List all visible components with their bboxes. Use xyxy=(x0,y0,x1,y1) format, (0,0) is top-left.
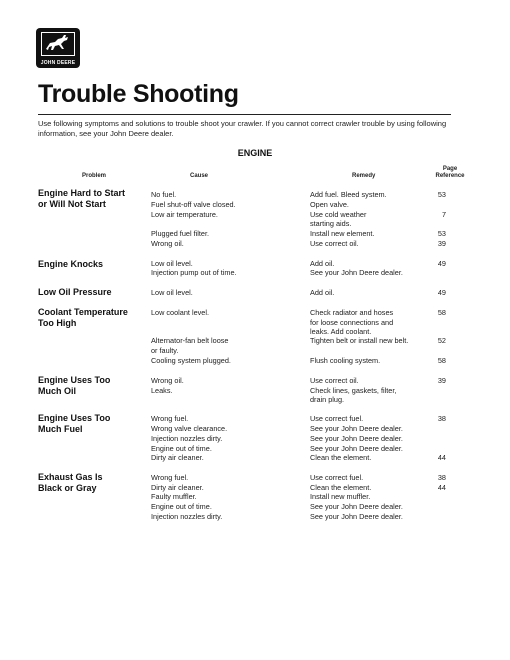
problem-engine-knocks xyxy=(38,259,148,270)
cause-text: Injection nozzles dirty. xyxy=(151,512,223,521)
problem-low-oil-pressure xyxy=(38,287,148,298)
page-reference: 49 xyxy=(437,259,446,268)
cause-text: Fuel shut-off valve closed. xyxy=(151,200,236,209)
remedy-text: Install new element. xyxy=(310,229,375,238)
problem-line: Exhaust Gas Is xyxy=(38,472,103,482)
page-reference: 58 xyxy=(437,356,446,365)
remedy-text: Use cold weather xyxy=(310,210,367,219)
cause-text: Wrong valve clearance. xyxy=(151,424,228,433)
cause-text: or faulty. xyxy=(151,346,179,355)
cause-text: Wrong fuel. xyxy=(151,473,189,482)
remedy-text: Install new muffler. xyxy=(310,492,371,501)
cause-text: Dirty air cleaner. xyxy=(151,453,204,462)
cause-text: Low oil level. xyxy=(151,259,193,268)
cause-text: Alternator-fan belt loose xyxy=(151,336,229,345)
remedy-text: Clean the element. xyxy=(310,453,372,462)
problem-line: Engine Knocks xyxy=(38,259,104,269)
remedy-text: See your John Deere dealer. xyxy=(310,434,403,443)
remedy-text: Tighten belt or install new belt. xyxy=(310,336,409,345)
cause-text: Plugged fuel filter. xyxy=(151,229,210,238)
page-reference: 53 xyxy=(437,229,446,238)
remedy-text: Add fuel. Bleed system. xyxy=(310,190,387,199)
remedy-text: Add oil. xyxy=(310,259,335,268)
section-title: ENGINE xyxy=(237,148,273,158)
page-reference: 52 xyxy=(437,336,446,345)
remedy-text: Flush cooling system. xyxy=(310,356,381,365)
page-reference: 39 xyxy=(437,239,446,248)
page-title: Trouble Shooting xyxy=(38,80,239,108)
logo-text: JOHN DEERE xyxy=(40,60,76,66)
page-reference: 53 xyxy=(437,190,446,199)
remedy-text: drain plug. xyxy=(310,395,345,404)
problem-coolant-temperature xyxy=(38,307,148,328)
problem-line: Much Oil xyxy=(38,385,76,396)
page-header-line1: Page xyxy=(442,166,458,172)
cause-text: Leaks. xyxy=(151,386,173,395)
remedy-text: See your John Deere dealer. xyxy=(310,268,403,277)
remedy-text: Check lines, gaskets, filter, xyxy=(310,386,397,395)
problem-line: Engine Uses Too xyxy=(38,413,111,423)
cause-text: Cooling system plugged. xyxy=(151,356,231,365)
problem-exhaust-gas xyxy=(38,472,148,493)
page-reference: 49 xyxy=(437,288,446,297)
page-reference: 38 xyxy=(437,473,446,482)
page-reference: 39 xyxy=(437,376,446,385)
cause-text: Wrong fuel. xyxy=(151,414,189,423)
remedy-text: Clean the element. xyxy=(310,483,372,492)
cause-text: Faulty muffler. xyxy=(151,492,197,501)
intro-text: Use following symptoms and solutions to trouble shoot your crawler. If you cannot correct crawler trouble by using following information, see your John Deere dealer. xyxy=(38,119,447,138)
problem-line: Coolant Temperature xyxy=(38,307,128,317)
title-divider xyxy=(38,114,451,115)
cause-text: Engine out of time. xyxy=(151,444,212,453)
cause-text: Engine out of time. xyxy=(151,502,212,511)
remedy-text: Use correct fuel. xyxy=(310,473,364,482)
page-reference: 38 xyxy=(437,414,446,423)
remedy-text: Check radiator and hoses xyxy=(310,308,394,317)
problem-line: Black or Gray xyxy=(38,482,97,493)
remedy-text: Use correct oil. xyxy=(310,239,359,248)
remedy-text: starting aids. xyxy=(310,219,352,228)
john-deere-logo xyxy=(36,28,80,68)
cause-text: No fuel. xyxy=(151,190,177,199)
deer-icon xyxy=(41,32,75,56)
problem-line: Engine Uses Too xyxy=(38,375,111,385)
cause-text: Low coolant level. xyxy=(151,308,210,317)
remedy-text: Add oil. xyxy=(310,288,335,297)
problem-line: Low Oil Pressure xyxy=(38,287,112,297)
remedy-text: Open valve. xyxy=(310,200,349,209)
column-header-remedy: Remedy xyxy=(352,173,376,179)
cause-text: Dirty air cleaner. xyxy=(151,483,204,492)
cause-text: Injection nozzles dirty. xyxy=(151,434,223,443)
cause-text: Wrong oil. xyxy=(151,239,184,248)
problem-line: or Will Not Start xyxy=(38,198,106,209)
page-reference: 7 xyxy=(441,210,446,219)
page-header-line2: Reference xyxy=(435,173,465,179)
problem-uses-much-oil xyxy=(38,375,148,396)
remedy-text: See your John Deere dealer. xyxy=(310,424,403,433)
problem-uses-much-fuel xyxy=(38,413,148,434)
cause-text: Low air temperature. xyxy=(151,210,218,219)
cause-text: Wrong oil. xyxy=(151,376,184,385)
remedy-text: See your John Deere dealer. xyxy=(310,512,403,521)
remedy-text: leaks. Add coolant. xyxy=(310,327,372,336)
page-reference: 44 xyxy=(437,453,446,462)
problem-line: Too High xyxy=(38,317,77,328)
problem-hard-to-start xyxy=(38,188,148,209)
column-header-cause: Cause xyxy=(190,173,209,179)
remedy-text: Use correct oil. xyxy=(310,376,359,385)
page-reference: 44 xyxy=(437,483,446,492)
remedy-text: See your John Deere dealer. xyxy=(310,444,403,453)
cause-text: Low oil level. xyxy=(151,288,193,297)
remedy-text: Use correct fuel. xyxy=(310,414,364,423)
column-header-page-reference xyxy=(432,166,468,180)
problem-line: Much Fuel xyxy=(38,423,83,434)
problem-line: Engine Hard to Start xyxy=(38,188,126,198)
cause-text: Injection pump out of time. xyxy=(151,268,237,277)
column-header-problem: Problem xyxy=(82,173,107,179)
page-reference: 58 xyxy=(437,308,446,317)
remedy-text: for loose connections and xyxy=(310,318,394,327)
remedy-text: See your John Deere dealer. xyxy=(310,502,403,511)
